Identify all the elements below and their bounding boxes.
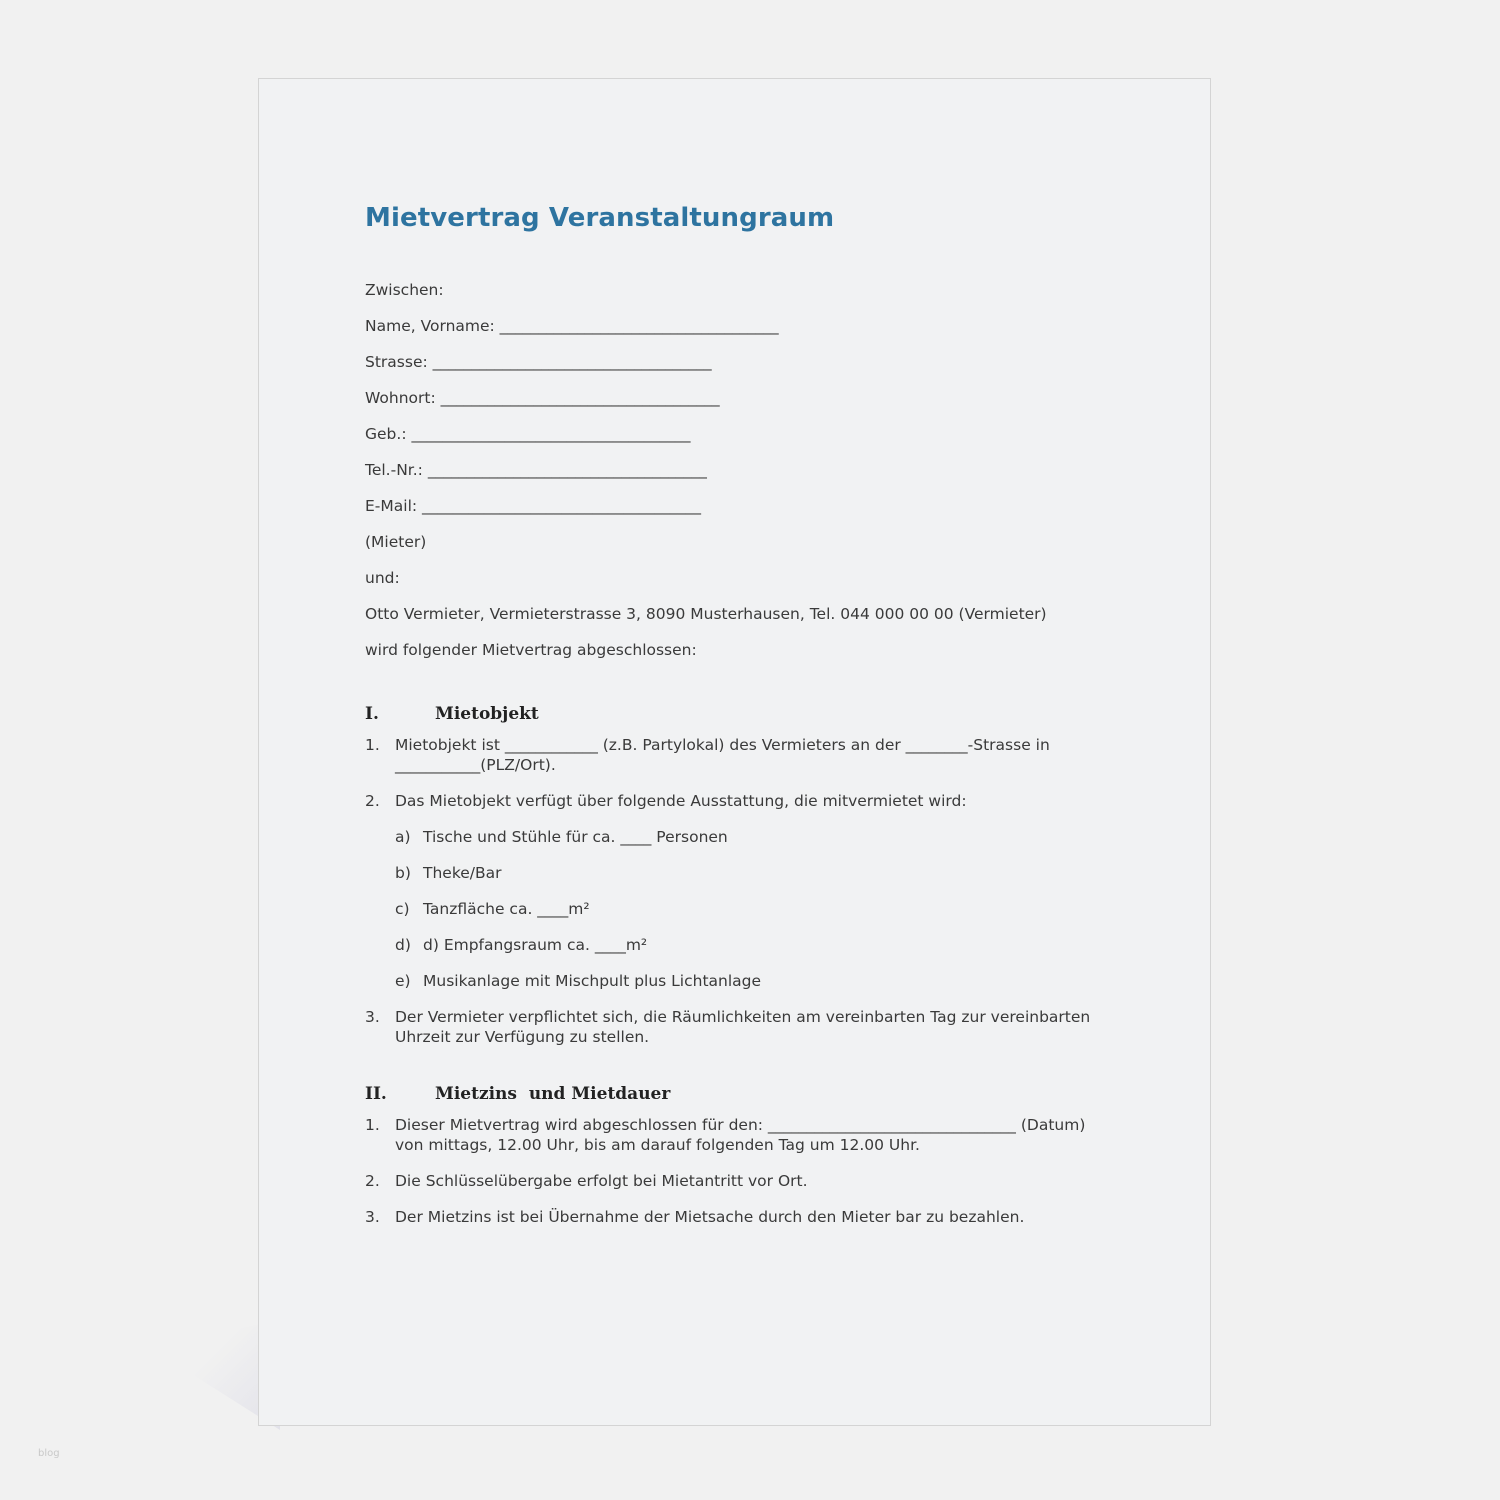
- subitem-text: Tanzfläche ca. ____m²: [423, 900, 590, 918]
- subitem-text: Tische und Stühle für ca. ____ Personen: [423, 828, 728, 846]
- item-number: 2.: [365, 792, 380, 810]
- item-text: Die Schlüsselübergabe erfolgt bei Mietantritt vor Ort.: [395, 1172, 808, 1190]
- contract-intro: wird folgender Mietvertrag abgeschlossen:: [365, 641, 697, 659]
- section-mietobjekt: [365, 703, 1095, 1047]
- section-title: Mietzins und Mietdauer: [435, 1084, 671, 1104]
- subitem-letter: b): [395, 864, 411, 882]
- item-number: 3.: [365, 1008, 380, 1026]
- street-field-line: Strasse: ____________________________________: [365, 353, 712, 371]
- landlord-line: Otto Vermieter, Vermieterstrasse 3, 8090 Musterhausen, Tel. 044 000 00 00 (Vermieter): [365, 605, 1047, 623]
- sub-list-item: [395, 971, 1095, 991]
- document-page: [258, 78, 1211, 1426]
- item-text: Mietobjekt ist ____________ (z.B. Partylokal) des Vermieters an der ________-Strasse in ___________(PLZ/Ort).: [395, 736, 1050, 774]
- subitem-letter: a): [395, 828, 411, 846]
- sub-list-item: [395, 863, 1095, 883]
- list-item: [365, 1115, 1095, 1155]
- section-number: II.: [365, 1084, 387, 1104]
- document-content: [365, 203, 1095, 1243]
- subitem-text: Theke/Bar: [423, 864, 502, 882]
- sub-list-item: [395, 827, 1095, 847]
- item-number: 1.: [365, 736, 380, 754]
- section-mietzins: [365, 1083, 1095, 1227]
- birthdate-field-line: Geb.: ____________________________________: [365, 425, 691, 443]
- section-heading: [365, 1083, 1095, 1115]
- item-text: Der Vermieter verpflichtet sich, die Räumlichkeiten am vereinbarten Tag zur vereinbarten Uhrzeit zur Verfügung zu stellen.: [395, 1008, 1091, 1046]
- item-number: 3.: [365, 1208, 380, 1226]
- subitem-text: Musikanlage mit Mischpult plus Lichtanlage: [423, 972, 762, 990]
- sub-list-item: [395, 935, 1095, 955]
- watermark: blog: [38, 1448, 60, 1459]
- list-item: [365, 735, 1095, 775]
- name-field-line: Name, Vorname: ____________________________________: [365, 317, 779, 335]
- item-text: Dieser Mietvertrag wird abgeschlossen für den: ________________________________ (Datum) von mittags, 12.00 Uhr, bis am darauf folgenden Tag um 12.00 Uhr.: [395, 1116, 1086, 1154]
- subitem-letter: d): [395, 936, 411, 954]
- and-label: und:: [365, 569, 400, 587]
- phone-field-line: Tel.-Nr.: ____________________________________: [365, 461, 707, 479]
- parties-line: Zwischen:: [365, 281, 444, 299]
- list-item: [365, 1007, 1095, 1047]
- section-number: I.: [365, 704, 379, 724]
- tenant-label: (Mieter): [365, 533, 427, 551]
- item-text: Das Mietobjekt verfügt über folgende Ausstattung, die mitvermietet wird:: [395, 792, 967, 810]
- parties-block: [365, 280, 1095, 676]
- item-text: Der Mietzins ist bei Übernahme der Mietsache durch den Mieter bar zu bezahlen.: [395, 1208, 1025, 1226]
- city-field-line: Wohnort: ____________________________________: [365, 389, 720, 407]
- sub-list-item: [395, 899, 1095, 919]
- list-item: [365, 791, 1095, 811]
- list-item: [365, 1171, 1095, 1191]
- subitem-letter: e): [395, 972, 411, 990]
- email-field-line: E-Mail: ____________________________________: [365, 497, 702, 515]
- document-title: Mietvertrag Veranstaltungraum: [365, 203, 835, 233]
- subitem-letter: c): [395, 900, 410, 918]
- section-title: Mietobjekt: [435, 704, 539, 724]
- item-number: 2.: [365, 1172, 380, 1190]
- list-item: [365, 1207, 1095, 1227]
- section-heading: [365, 703, 1095, 735]
- item-number: 1.: [365, 1116, 380, 1134]
- subitem-text: d) Empfangsraum ca. ____m²: [423, 936, 648, 954]
